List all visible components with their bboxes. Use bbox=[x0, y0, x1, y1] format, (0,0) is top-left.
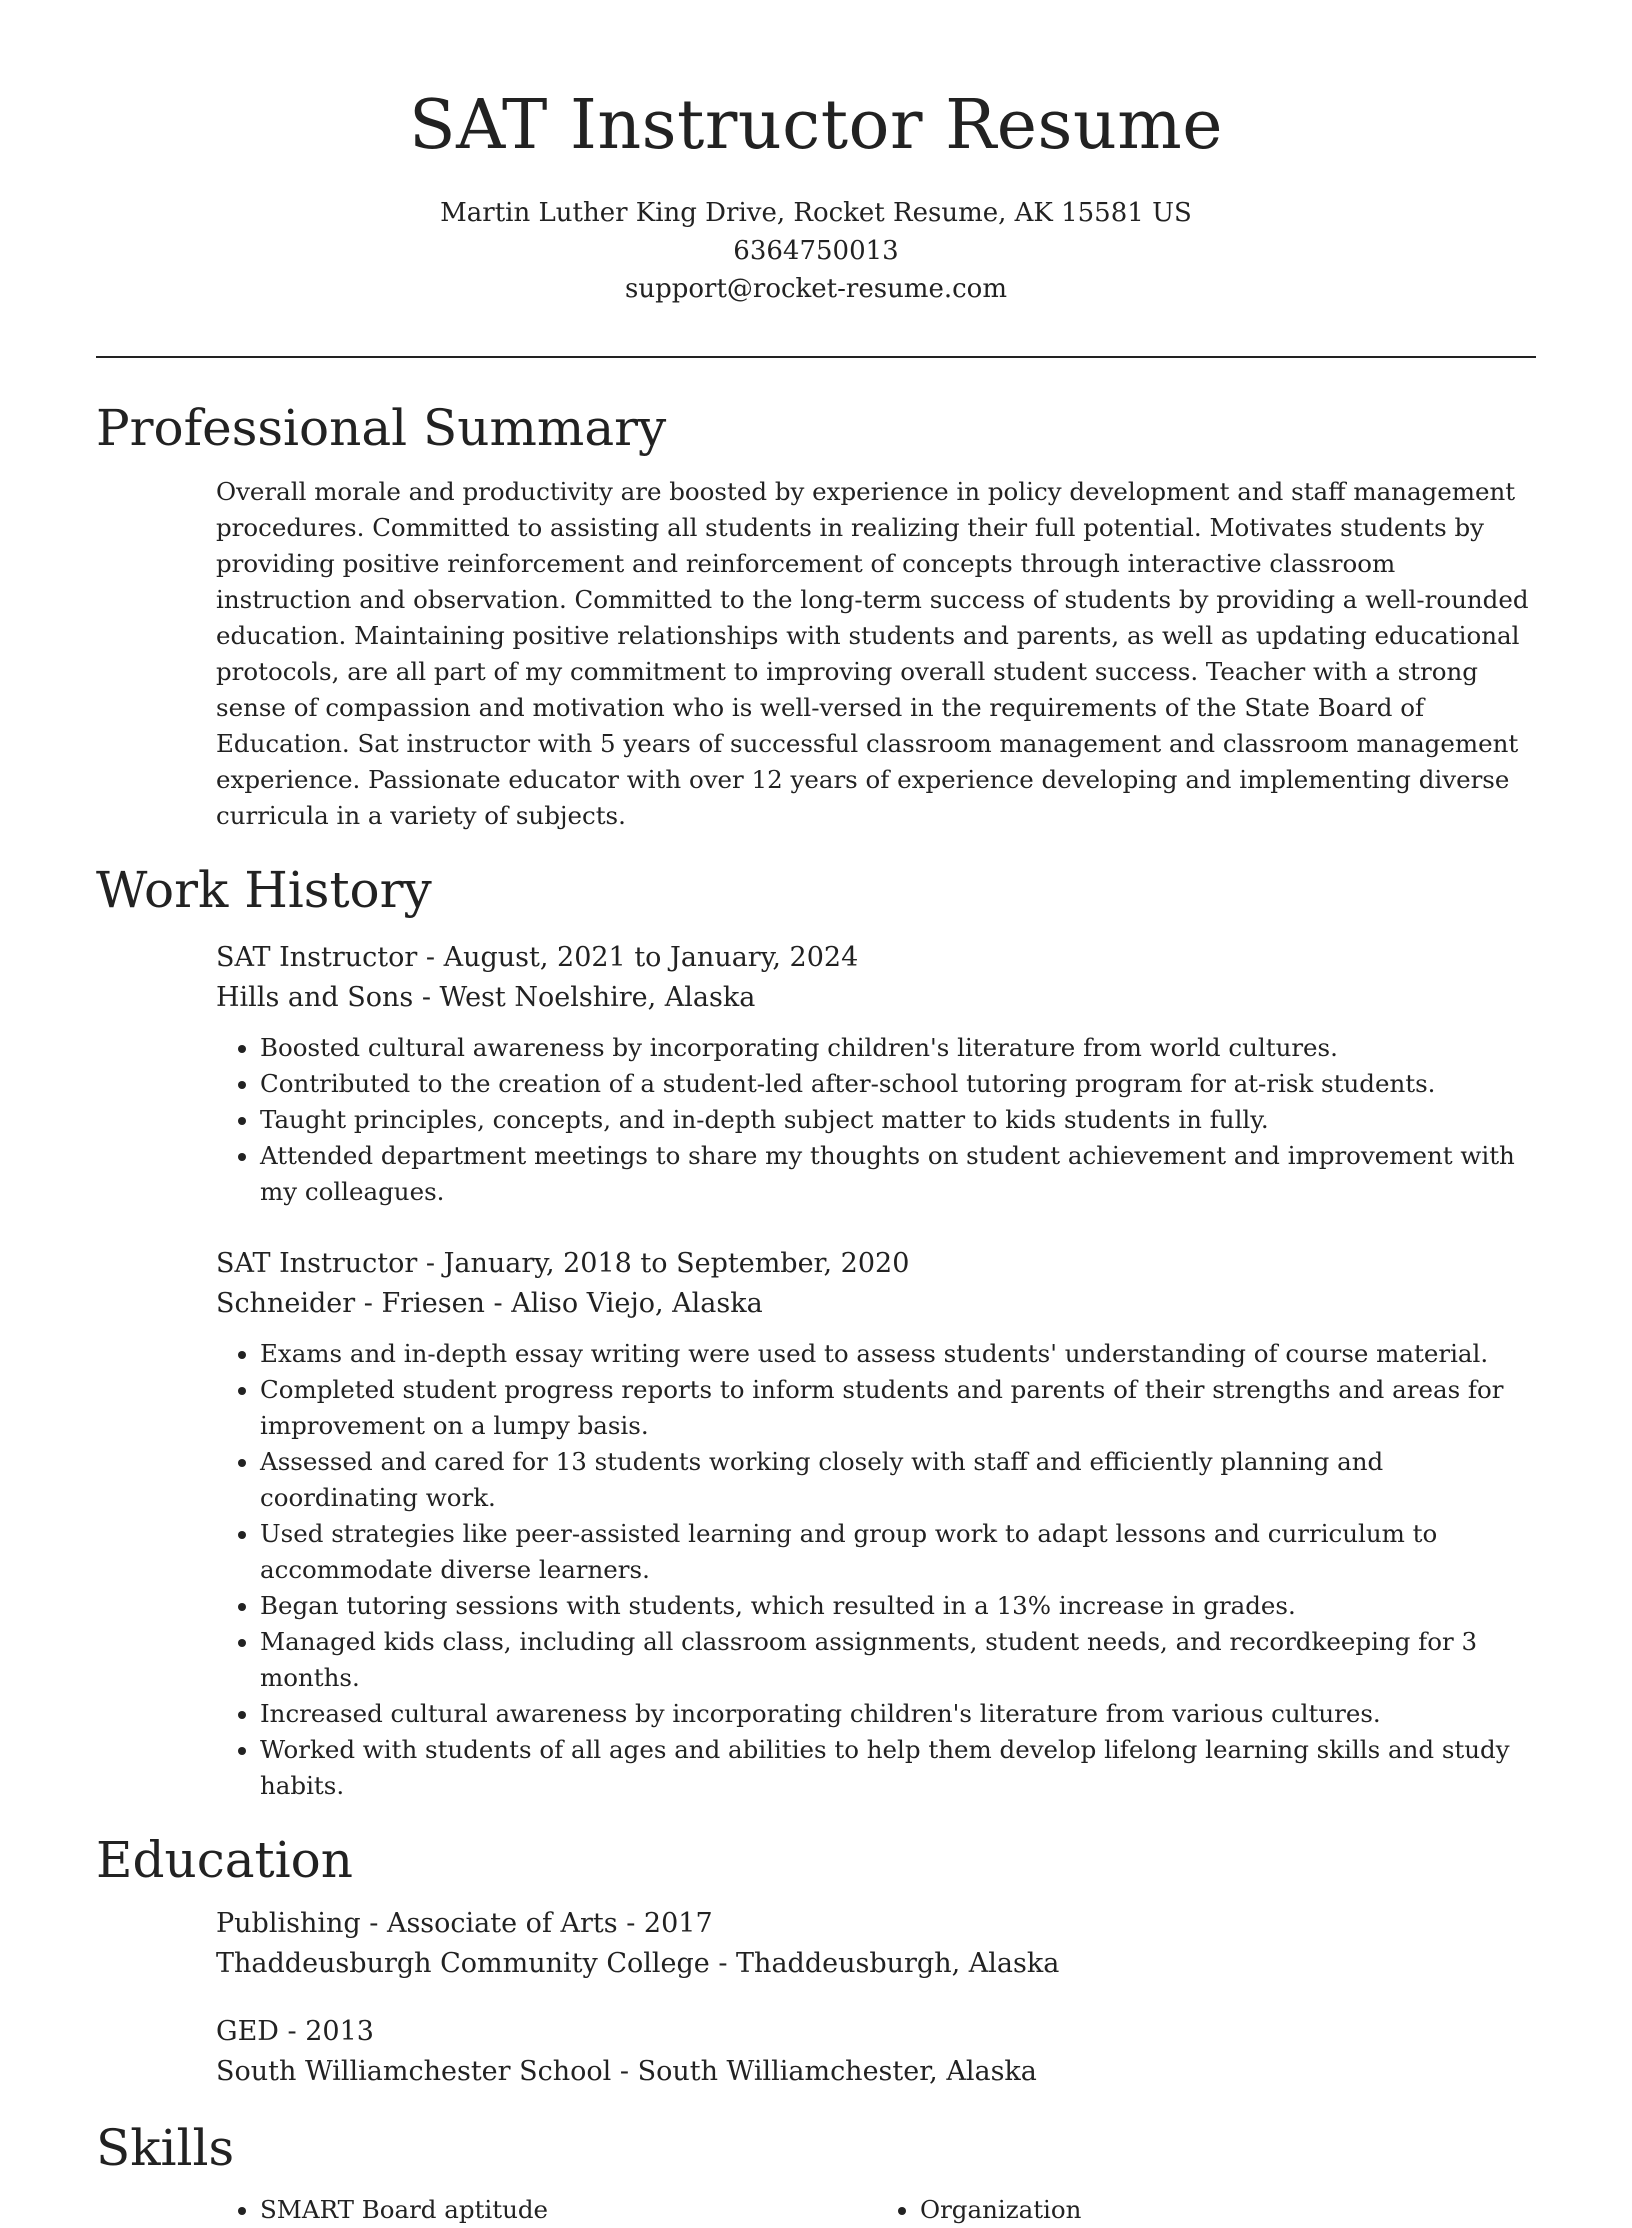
job-title-line: SAT Instructor - August, 2021 to January, 2024 bbox=[216, 942, 859, 973]
job-company-line: Hills and Sons - West Noelshire, Alaska bbox=[216, 982, 756, 1013]
degree-line: GED - 2013 bbox=[216, 2016, 374, 2047]
job-company-line: Schneider - Friesen - Aliso Viejo, Alaska bbox=[216, 1288, 763, 1319]
summary-heading: Professional Summary bbox=[96, 399, 667, 457]
skills-column-left bbox=[216, 2192, 876, 2228]
job-entry bbox=[216, 938, 1536, 1210]
job-bullets bbox=[216, 1030, 1536, 1210]
job-bullet: • Managed kids class, including all classroom assignments, student needs, and recordkeeping for 3 months. bbox=[260, 1624, 1536, 1696]
job-title-line: SAT Instructor - January, 2018 to September, 2020 bbox=[216, 1248, 910, 1279]
job-bullet: • Increased cultural awareness by incorporating children's literature from various cultures. bbox=[260, 1696, 1536, 1732]
skills-column-right bbox=[876, 2192, 1536, 2228]
degree-line: Publishing - Associate of Arts - 2017 bbox=[216, 1908, 713, 1939]
header-divider bbox=[96, 356, 1536, 358]
education-entry bbox=[216, 2012, 1536, 2092]
job-bullet: • Boosted cultural awareness by incorporating children's literature from world cultures. bbox=[260, 1030, 1536, 1066]
school-line: South Williamchester School - South Williamchester, Alaska bbox=[216, 2056, 1037, 2087]
resume-title: SAT Instructor Resume bbox=[409, 86, 1223, 165]
job-bullet: • Used strategies like peer-assisted learning and group work to adapt lessons and curriculum to accommodate diverse learners. bbox=[260, 1516, 1536, 1588]
school-line: Thaddeusburgh Community College - Thaddeusburgh, Alaska bbox=[216, 1948, 1060, 1979]
summary-text: Overall morale and productivity are boosted by experience in policy development and staff management procedures. Committed to assisting all students in realizing their full potential. Motivates students by providing positive reinforcement and reinforcement of concepts through interactive classroom instruction and observation. Committed to the long-term success of students by providing a well-rounded education. Maintaining positive relationships with students and parents, as well as updating educational protocols, are all part of my commitment to improving overall student success. Teacher with a strong sense of compassion and motivation who is well-versed in the requirements of the State Board of Education. Sat instructor with 5 years of successful classroom management and classroom management experience. Passionate educator with over 12 years of experience developing and implementing diverse curricula in a variety of subjects. bbox=[216, 477, 1529, 830]
education-entry bbox=[216, 1904, 1536, 1984]
job-bullets bbox=[216, 1336, 1536, 1804]
education-section bbox=[0, 1830, 1632, 2092]
job-bullet: • Contributed to the creation of a student-led after-school tutoring program for at-risk students. bbox=[260, 1066, 1536, 1102]
job-bullet: • Assessed and cared for 13 students working closely with staff and efficiently planning and coordinating work. bbox=[260, 1444, 1536, 1516]
skills-heading: Skills bbox=[96, 2119, 235, 2177]
education-heading: Education bbox=[96, 1831, 353, 1889]
job-bullet: • Attended department meetings to share my thoughts on student achievement and improvement with my colleagues. bbox=[260, 1138, 1536, 1210]
skills-section bbox=[0, 2118, 1632, 2228]
resume-header bbox=[0, 0, 1632, 308]
job-bullet: • Worked with students of all ages and abilities to help them develop lifelong learning skills and study habits. bbox=[260, 1732, 1536, 1804]
job-bullet: • Completed student progress reports to inform students and parents of their strengths and areas for improvement on a lumpy basis. bbox=[260, 1372, 1536, 1444]
job-bullet: • Taught principles, concepts, and in-depth subject matter to kids students in fully. bbox=[260, 1102, 1536, 1138]
job-entry bbox=[216, 1244, 1536, 1804]
phone: 6364750013 bbox=[733, 236, 899, 266]
job-bullet: • Began tutoring sessions with students, which resulted in a 13% increase in grades. bbox=[260, 1588, 1536, 1624]
work-history-section bbox=[0, 860, 1632, 1804]
skill-item: • Organization bbox=[920, 2192, 1536, 2228]
skills-grid bbox=[216, 2192, 1536, 2228]
summary-section bbox=[0, 398, 1632, 834]
work-history-heading: Work History bbox=[96, 861, 432, 919]
job-bullet: • Exams and in-depth essay writing were used to assess students' understanding of course material. bbox=[260, 1336, 1536, 1372]
contact-info bbox=[0, 194, 1632, 308]
email: support@rocket-resume.com bbox=[624, 274, 1007, 304]
address: Martin Luther King Drive, Rocket Resume, AK 15581 US bbox=[440, 198, 1192, 228]
skill-item: • SMART Board aptitude bbox=[260, 2192, 876, 2228]
